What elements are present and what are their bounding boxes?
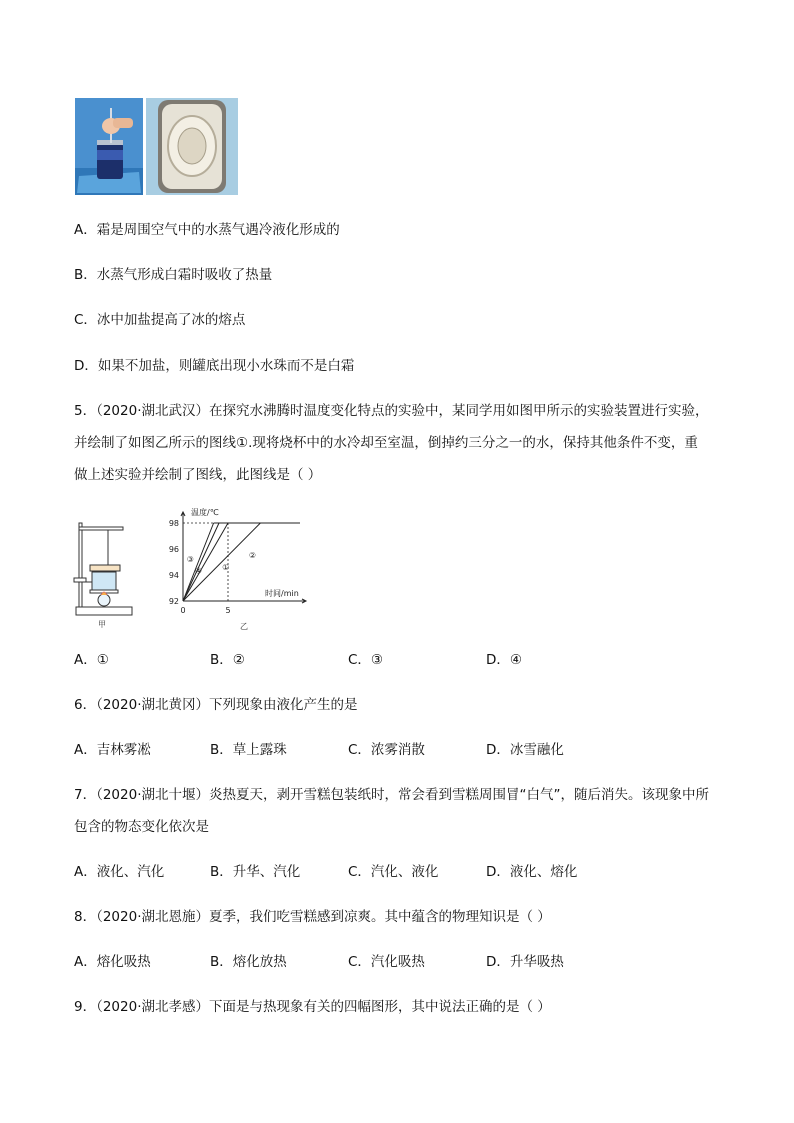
q5-stem-line3: 做上述实验并绘制了图线，此图线是（ ） xyxy=(74,467,322,483)
q5-option-b: B．② xyxy=(210,652,245,668)
q9-stem: 9．（2020·湖北孝感）下面是与热现象有关的四幅图形，其中说法正确的是（ ） xyxy=(74,999,551,1015)
q4-option-a: A．霜是周围空气中的水蒸气遇冷液化形成的 xyxy=(74,222,340,238)
chart-ytick-98: 98 xyxy=(168,519,179,528)
q8-stem: 8．（2020·湖北恩施）夏季，我们吃雪糕感到凉爽。其中蕴含的物理知识是（ ） xyxy=(74,909,551,925)
apparatus-figure-label: 甲 xyxy=(98,620,106,629)
q6-option-c: C．浓雾消散 xyxy=(348,742,425,758)
chart-series-label-2: ② xyxy=(248,551,257,561)
chart-ytick-96: 96 xyxy=(168,545,179,554)
q5-stem-line1: 5．（2020·湖北武汉）在探究水沸腾时温度变化特点的实验中，某同学用如图甲所示的实验装置进行实验， xyxy=(74,403,709,419)
q8-option-b: B．熔化放热 xyxy=(210,954,287,970)
chart-series-label-1: ① xyxy=(222,562,230,572)
chart-ytick-92: 92 xyxy=(168,597,179,606)
q7-option-c: C．汽化、液化 xyxy=(348,864,439,880)
q6-stem: 6．（2020·湖北黄冈）下列现象由液化产生的是 xyxy=(74,697,358,713)
q5-option-d: D．④ xyxy=(486,652,522,668)
q5-stem-line2: 并绘制了如图乙所示的图线①.现将烧杯中的水冷却至室温，倒掉约三分之一的水，保持其他条件不变，重 xyxy=(74,435,698,451)
chart-xtick-5: 5 xyxy=(225,606,231,615)
q6-option-b: B．草上露珠 xyxy=(210,742,287,758)
chart-series-label-3: ③ xyxy=(186,555,194,564)
q6-option-d: D．冰雪融化 xyxy=(486,742,564,758)
temperature-time-chart xyxy=(165,505,315,635)
q7-option-a: A．液化、汽化 xyxy=(74,864,165,880)
chart-xlabel: 时间/min xyxy=(265,589,299,598)
q5-option-a: A．① xyxy=(74,652,109,668)
chart-series-label-4: ④ xyxy=(194,566,203,576)
chart-ytick-94: 94 xyxy=(168,571,179,580)
chart-xtick-0: 0 xyxy=(180,606,186,615)
q8-option-d: D．升华吸热 xyxy=(486,954,564,970)
q8-option-c: C．汽化吸热 xyxy=(348,954,425,970)
q4-option-c: C．冰中加盐提高了冰的熔点 xyxy=(74,312,246,328)
photo-can-bottom-frost xyxy=(146,98,238,195)
q7-stem-line1: 7．（2020·湖北十堰）炎热夏天，剥开雪糕包装纸时，常会看到雪糕周围冒“白气”，随后消失。该现象中所 xyxy=(74,787,709,803)
q7-stem-line2: 包含的物态变化依次是 xyxy=(74,819,209,835)
photo-can-with-ice xyxy=(75,98,143,195)
q4-option-d: D．如果不加盐，则罐底出现小水珠而不是白霜 xyxy=(74,358,355,374)
chart-ylabel: 温度/℃ xyxy=(191,508,219,517)
apparatus-figure xyxy=(68,515,138,633)
chart-caption: 乙 xyxy=(240,622,248,631)
q8-option-a: A．熔化吸热 xyxy=(74,954,151,970)
q7-option-d: D．液化、熔化 xyxy=(486,864,578,880)
q5-option-c: C．③ xyxy=(348,652,384,668)
q6-option-a: A．吉林雾凇 xyxy=(74,742,151,758)
q7-option-b: B．升华、汽化 xyxy=(210,864,301,880)
q4-option-b: B．水蒸气形成白霜时吸收了热量 xyxy=(74,267,273,283)
